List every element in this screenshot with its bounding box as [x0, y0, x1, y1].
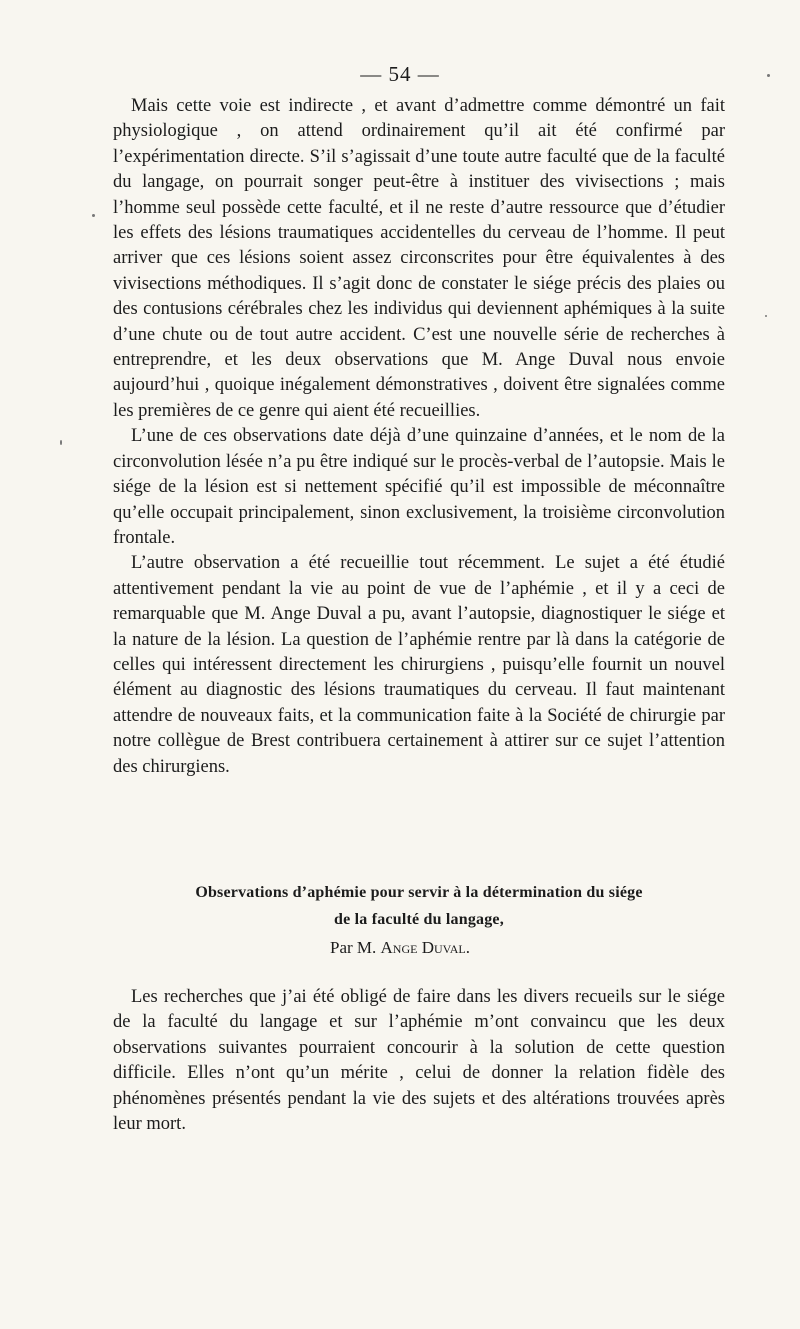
section-heading-line: Observations d’aphémie pour servir à la détermination du siége	[195, 884, 643, 901]
scan-speck	[767, 74, 770, 77]
scan-speck	[60, 440, 62, 445]
scan-speck	[92, 214, 95, 217]
paragraph: Mais cette voie est indirecte , et avant d’admettre comme démontré un fait physiologique , on attend ordinairement qu’il ait été confirmé par l’expérimentation directe. S’il s’agissait d’une toute autre faculté que de la faculté du langage, on pourrait songer peut-être à instituer des vivisections ; mais l’homme seul possède cette faculté, et il ne reste d’autre ressource que d’étudier les effets des lésions traumatiques accidentelles du cerveau de l’homme. Il peut arriver que ces lésions soient assez circonscrites pour être équivalentes à des vivisections méthodiques. Il s’agit donc de constater le siége précis des plaies ou des contusions cérébrales chez les individus qui deviennent aphémiques à la suite d’une chute ou de tout autre accident. C’est une nouvelle série de recherches à entreprendre, et les deux observations que M. Ange Duval nous envoie aujourd’hui , quoique inégalement démonstratives , doivent être signalées comme les premières de ce genre qui aient été recueillies.	[113, 96, 725, 421]
paragraph: L’autre observation a été recueillie tout récemment. Le sujet a été étudié attentivement pendant la vie au point de vue de l’aphémie , et il y a ceci de remarquable que M. Ange Duval a pu, avant l’autopsie, diagnostiquer le siége et la nature de la lésion. La question de l’aphémie rentre par là dans la catégorie de celles qui intéressent directement les chirurgiens , puisqu’elle fournit un nouvel élément au diagnostic des lésions traumatiques du cerveau. Il faut maintenant attendre de nouveaux faits, et la communication faite à la Société de chirurgie par notre collègue de Brest contribuera certainement à attirer sur ce sujet l’attention des chirurgiens.	[113, 553, 725, 777]
main-text-bottom	[113, 985, 725, 1137]
section-heading	[113, 879, 725, 933]
paragraph: Les recherches que j’ai été obligé de faire dans les divers recueils sur le siége de la faculté du langage et sur l’aphémie m’ont convaincu que les deux observations suivantes pourraient concourir à la solution de cette question difficile. Elles n’ont qu’un mérite , celui de donner la relation fidèle des phénomènes présentés pendant la vie des sujets et des altérations trouvées après leur mort.	[113, 987, 725, 1135]
byline-author: Ange Duval.	[380, 938, 471, 957]
paragraph: L’une de ces observations date déjà d’une quinzaine d’années, et le nom de la circonvolution lésée n’a pu être indiqué sur le procès-verbal de l’autopsie. Mais le siége de la lésion est si nettement spécifié qu’il est impossible de méconnaître qu’elle occupait principalement, sinon exclusivement, la troisième circonvolution frontale.	[113, 426, 725, 548]
section-heading-line: de la faculté du langage,	[334, 911, 504, 928]
main-text-top	[113, 94, 725, 780]
page-number: — 54 —	[360, 62, 440, 86]
byline-prefix: Par M.	[329, 938, 381, 957]
scan-speck	[765, 315, 767, 317]
author-byline	[0, 937, 800, 959]
